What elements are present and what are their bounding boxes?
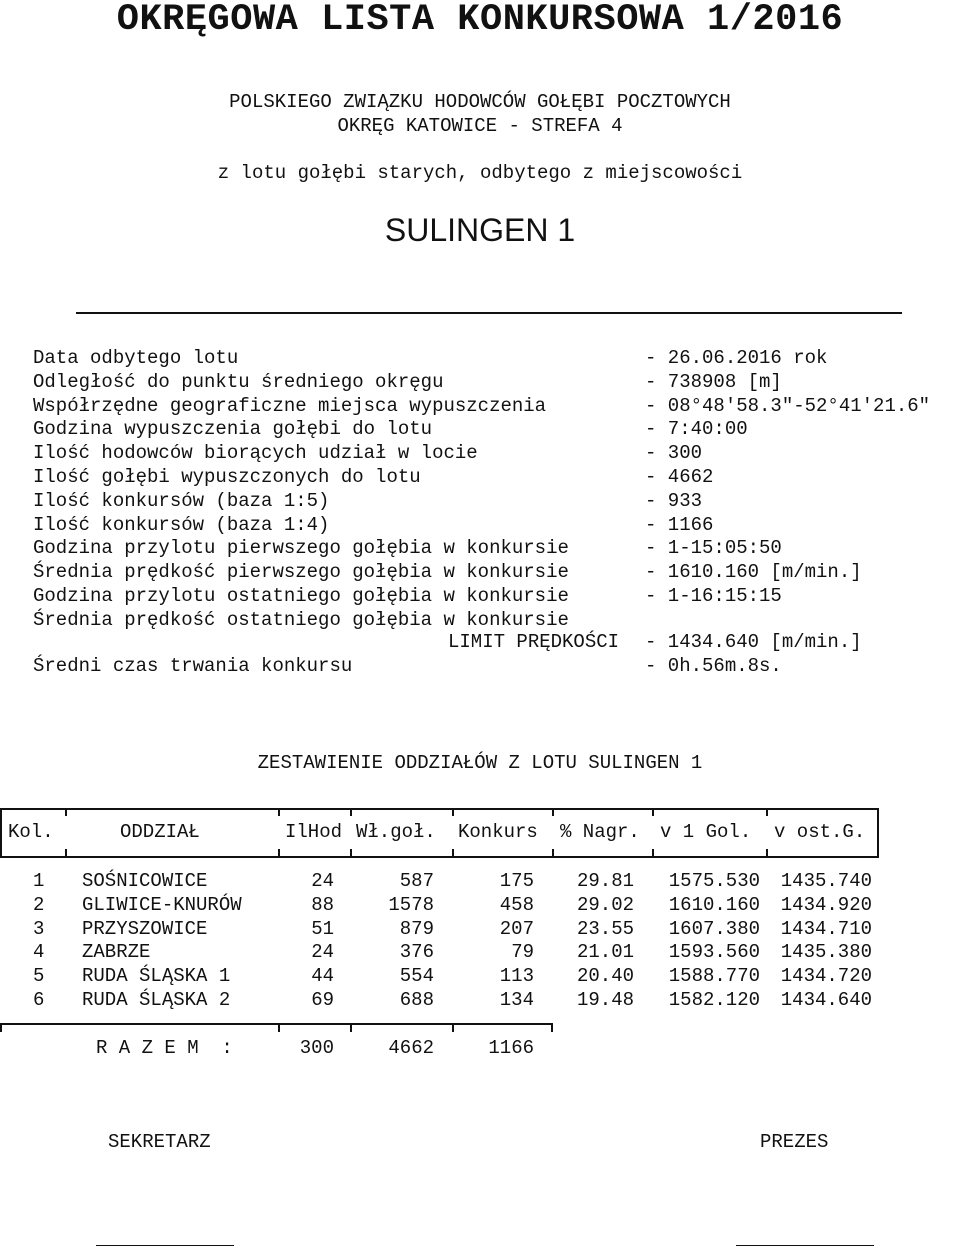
column-tick — [452, 808, 454, 816]
limit-value: - 1434.640 [m/min.] — [645, 631, 862, 653]
totals-tick — [278, 1023, 280, 1032]
avg-duration-value: - 0h.56m.8s. — [645, 655, 782, 677]
table-top-border — [0, 808, 878, 810]
column-tick — [552, 808, 554, 816]
president-signature-line — [736, 1245, 874, 1246]
row-wlgol: 688 — [399, 989, 434, 1011]
row-vost: 1434.720 — [780, 965, 872, 988]
row-nagr: 19.48 — [576, 989, 634, 1011]
column-tick — [65, 849, 67, 857]
detail-label: Średnia prędkość ostatniego gołębia w konkursie — [33, 608, 569, 631]
column-header-kol: Kol. — [8, 821, 54, 843]
detail-label: Współrzędne geograficzne miejsca wypuszczenia — [33, 394, 547, 417]
table-header-bottom-border — [0, 856, 878, 858]
detail-label: Ilość konkursów (baza 1:4) — [33, 513, 330, 536]
totals-label: R A Z E M : — [96, 1037, 233, 1059]
detail-value: - 08°48'58.3"-52°41'21.6" — [645, 394, 931, 417]
column-tick — [766, 808, 768, 816]
row-kol: 2 — [33, 893, 45, 916]
column-tick — [452, 849, 454, 857]
column-header-wlgol: Wł.goł. — [356, 821, 436, 843]
column-tick — [652, 808, 654, 816]
row-oddzial: GLIWICE-KNURÓW — [82, 893, 242, 916]
totals-tick — [452, 1023, 454, 1032]
column-tick — [65, 808, 67, 816]
detail-value: - 26.06.2016 rok — [645, 347, 828, 369]
row-v1: 1593.560 — [668, 941, 760, 964]
row-ilhod: 69 — [311, 989, 334, 1011]
secretary-signature-line — [96, 1245, 234, 1246]
row-v1: 1610.160 — [668, 893, 760, 916]
row-kol: 5 — [33, 965, 45, 988]
detail-value: - 1166 — [645, 513, 714, 536]
row-konkurs: 79 — [511, 941, 534, 964]
document-title: OKRĘGOWA LISTA KONKURSOWA 1/2016 — [116, 0, 844, 41]
totals-wlgol: 4662 — [388, 1037, 434, 1059]
row-oddzial: RUDA ŚLĄSKA 1 — [82, 965, 231, 988]
detail-value: - 1-16:15:15 — [645, 585, 782, 607]
row-nagr: 20.40 — [576, 965, 634, 988]
president-signature-label: PREZES — [760, 1131, 829, 1153]
row-vost: 1434.710 — [780, 917, 872, 940]
summary-title: ZESTAWIENIE ODDZIAŁÓW Z LOTU SULINGEN 1 — [257, 752, 703, 774]
row-v1: 1607.380 — [668, 917, 760, 940]
column-tick — [350, 808, 352, 816]
row-vost: 1434.640 — [780, 989, 872, 1011]
row-ilhod: 44 — [311, 965, 334, 988]
row-konkurs: 207 — [499, 917, 534, 940]
row-konkurs: 113 — [499, 965, 534, 988]
row-kol: 1 — [33, 870, 45, 892]
column-tick — [278, 808, 280, 816]
detail-label: Godzina przylotu pierwszego gołębia w konkursie — [33, 537, 569, 560]
detail-label: Ilość konkursów (baza 1:5) — [33, 489, 330, 512]
detail-value: - 738908 [m] — [645, 370, 782, 393]
detail-value: - 933 — [645, 489, 703, 512]
detail-value: - 4662 — [645, 466, 714, 488]
row-kol: 4 — [33, 941, 45, 964]
row-kol: 6 — [33, 989, 45, 1011]
row-kol: 3 — [33, 917, 45, 940]
table-left-border — [0, 808, 2, 858]
organization-name: POLSKIEGO ZWIĄZKU HODOWCÓW GOŁĘBI POCZTOWYCH — [229, 91, 731, 113]
flight-intro: z lotu gołębi starych, odbytego z miejscowości — [217, 162, 743, 184]
row-konkurs: 175 — [499, 870, 534, 892]
detail-label: Godzina wypuszczenia gołębi do lotu — [33, 418, 433, 441]
detail-value: - 1610.160 [m/min.] — [645, 561, 862, 584]
row-nagr: 23.55 — [576, 917, 634, 940]
row-ilhod: 88 — [311, 893, 334, 916]
row-oddzial: RUDA ŚLĄSKA 2 — [82, 989, 231, 1011]
detail-label: Godzina przylotu ostatniego gołębia w konkursie — [33, 585, 569, 607]
detail-label: Odległość do punktu średniego okręgu — [33, 370, 444, 393]
column-header-konkurs: Konkurs — [458, 821, 538, 843]
totals-ilhod: 300 — [299, 1037, 334, 1059]
column-header-ilhod: IlHod — [285, 821, 343, 843]
row-v1: 1575.530 — [668, 870, 760, 892]
row-oddzial: SOŚNICOWICE — [82, 870, 208, 892]
row-nagr: 29.02 — [576, 893, 634, 916]
row-v1: 1582.120 — [668, 989, 760, 1011]
totals-border — [0, 1023, 552, 1025]
detail-value: - 7:40:00 — [645, 418, 748, 441]
row-konkurs: 134 — [499, 989, 534, 1011]
row-oddzial: ZABRZE — [82, 941, 151, 964]
column-header-nagr: % Nagr. — [560, 821, 640, 843]
detail-value: - 300 — [645, 442, 703, 465]
column-header-v1: v 1 Gol. — [660, 821, 752, 843]
row-vost: 1435.740 — [780, 870, 872, 892]
row-vost: 1434.920 — [780, 893, 872, 916]
column-header-vost: v ost.G. — [774, 821, 866, 843]
release-place: SULINGEN 1 — [384, 212, 576, 248]
totals-konkurs: 1166 — [488, 1037, 534, 1059]
detail-label: Średnia prędkość pierwszego gołębia w konkursie — [33, 561, 569, 584]
row-ilhod: 24 — [311, 941, 334, 964]
table-right-border — [877, 808, 879, 858]
detail-label: Data odbytego lotu — [33, 347, 239, 369]
row-wlgol: 554 — [399, 965, 434, 988]
column-tick — [278, 849, 280, 857]
detail-label: Ilość gołębi wypuszczonych do lotu — [33, 466, 421, 488]
district-name: OKRĘG KATOWICE - STREFA 4 — [337, 115, 623, 137]
column-tick — [766, 849, 768, 857]
totals-tick — [0, 1023, 2, 1032]
row-wlgol: 376 — [399, 941, 434, 964]
column-tick — [350, 849, 352, 857]
row-ilhod: 51 — [311, 917, 334, 940]
row-nagr: 21.01 — [576, 941, 634, 964]
column-tick — [652, 849, 654, 857]
limit-label: LIMIT PRĘDKOŚCI — [448, 631, 620, 653]
totals-tick — [551, 1023, 553, 1032]
detail-label: Ilość hodowców biorących udział w locie — [33, 442, 478, 465]
totals-tick — [350, 1023, 352, 1032]
detail-value: - 1-15:05:50 — [645, 537, 782, 560]
row-ilhod: 24 — [311, 870, 334, 892]
row-wlgol: 879 — [399, 917, 434, 940]
row-nagr: 29.81 — [576, 870, 634, 892]
row-wlgol: 587 — [399, 870, 434, 892]
row-vost: 1435.380 — [780, 941, 872, 964]
column-header-oddzial: ODDZIAŁ — [120, 821, 200, 843]
row-v1: 1588.770 — [668, 965, 760, 988]
row-konkurs: 458 — [499, 893, 534, 916]
avg-duration-label: Średni czas trwania konkursu — [33, 655, 353, 677]
row-wlgol: 1578 — [388, 893, 434, 916]
column-tick — [552, 849, 554, 857]
row-oddzial: PRZYSZOWICE — [82, 917, 208, 940]
secretary-signature-label: SEKRETARZ — [108, 1131, 211, 1153]
header-divider — [76, 312, 902, 314]
